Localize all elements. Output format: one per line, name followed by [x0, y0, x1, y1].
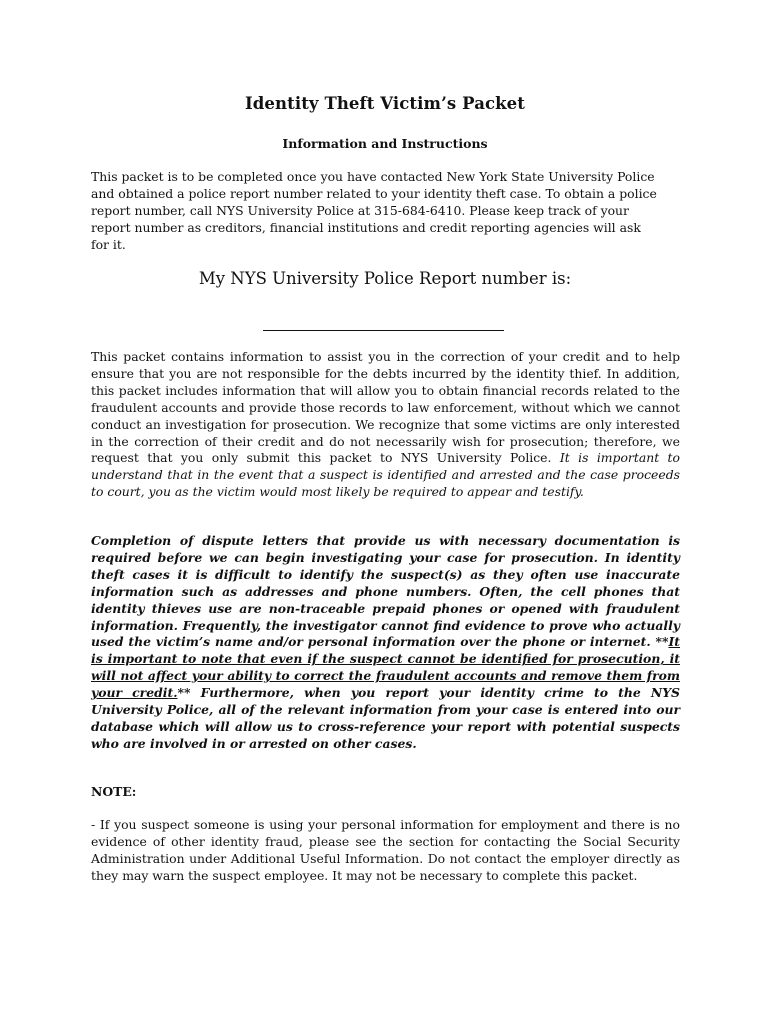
dispute-letters-underlined-text: It is important to note that even if the suspect cannot be identified for prosecution, it will not affect your ability to correct the fraudulent accounts and remove them from your credit.: [91, 634, 680, 701]
intro-paragraph: This packet is to be completed once you have contacted New York State University Police and obtained a police report number related to your identity theft case. To obtain a police report number, call NYS University Police at 315-684-6410. Please keep track of your report number as creditors, financial institutions and credit reporting agencies will ask for it.: [91, 169, 657, 252]
body-paragraph-text: This packet contains information to assist you in the correction of your credit and to help ensure that you are not responsible for the debts incurred by the identity thief. In addition, this packet includes information that will allow you to obtain financial records related to the fraudulent accounts and provide those records to law enforcement, without which we cannot conduct an investigation for prosecution. We recognize that some victims are only interested in the correction of their credit and do not necessarily wish for prosecution; therefore, we request that you only submit this packet to NYS University Police.: [91, 349, 680, 466]
report-number-blank-line: [263, 330, 504, 331]
note-heading: NOTE:: [91, 784, 137, 799]
dispute-letters-text: Completion of dispute letters that provide us with necessary documentation is required before we can begin investigating your case for prosecution. In identity theft cases it is difficult to identify the suspect(s) as they often use inaccurate information such as addresses and phone numbers. Often, the cell phones that identity thieves use are non-traceable prepaid phones or opened with fraudulent information. Frequently, the investigator cannot find evidence to prove who actually used the victim’s name and/or personal information over the phone or internet. **: [91, 533, 680, 650]
body-paragraph-italic-text: It is important to understand that in the event that a suspect is identified and arrested and the case proceeds to court, you as the victim would most likely be required to appear and testify.: [91, 450, 680, 500]
report-number-label: My NYS University Police Report number is:: [198, 269, 572, 288]
body-paragraph: [91, 349, 680, 501]
document-subtitle: Information and Instructions: [282, 136, 488, 151]
note-paragraph: - If you suspect someone is using your personal information for employment and there is no evidence of other identity fraud, please see the section for contacting the Social Security Administration under Additional Useful Information. Do not contact the employer directly as they may warn the suspect employee. It may not be necessary to complete this packet.: [91, 817, 680, 883]
dispute-letters-paragraph: [91, 533, 680, 753]
dispute-letters-text-continued: ** Furthermore, when you report your identity crime to the NYS University Police, all of the relevant information from your case is entered into our database which will allow us to cross-reference your report with potential suspects who are involved in or arrested on other cases.: [91, 685, 680, 751]
document-title: Identity Theft Victim’s Packet: [244, 94, 526, 113]
